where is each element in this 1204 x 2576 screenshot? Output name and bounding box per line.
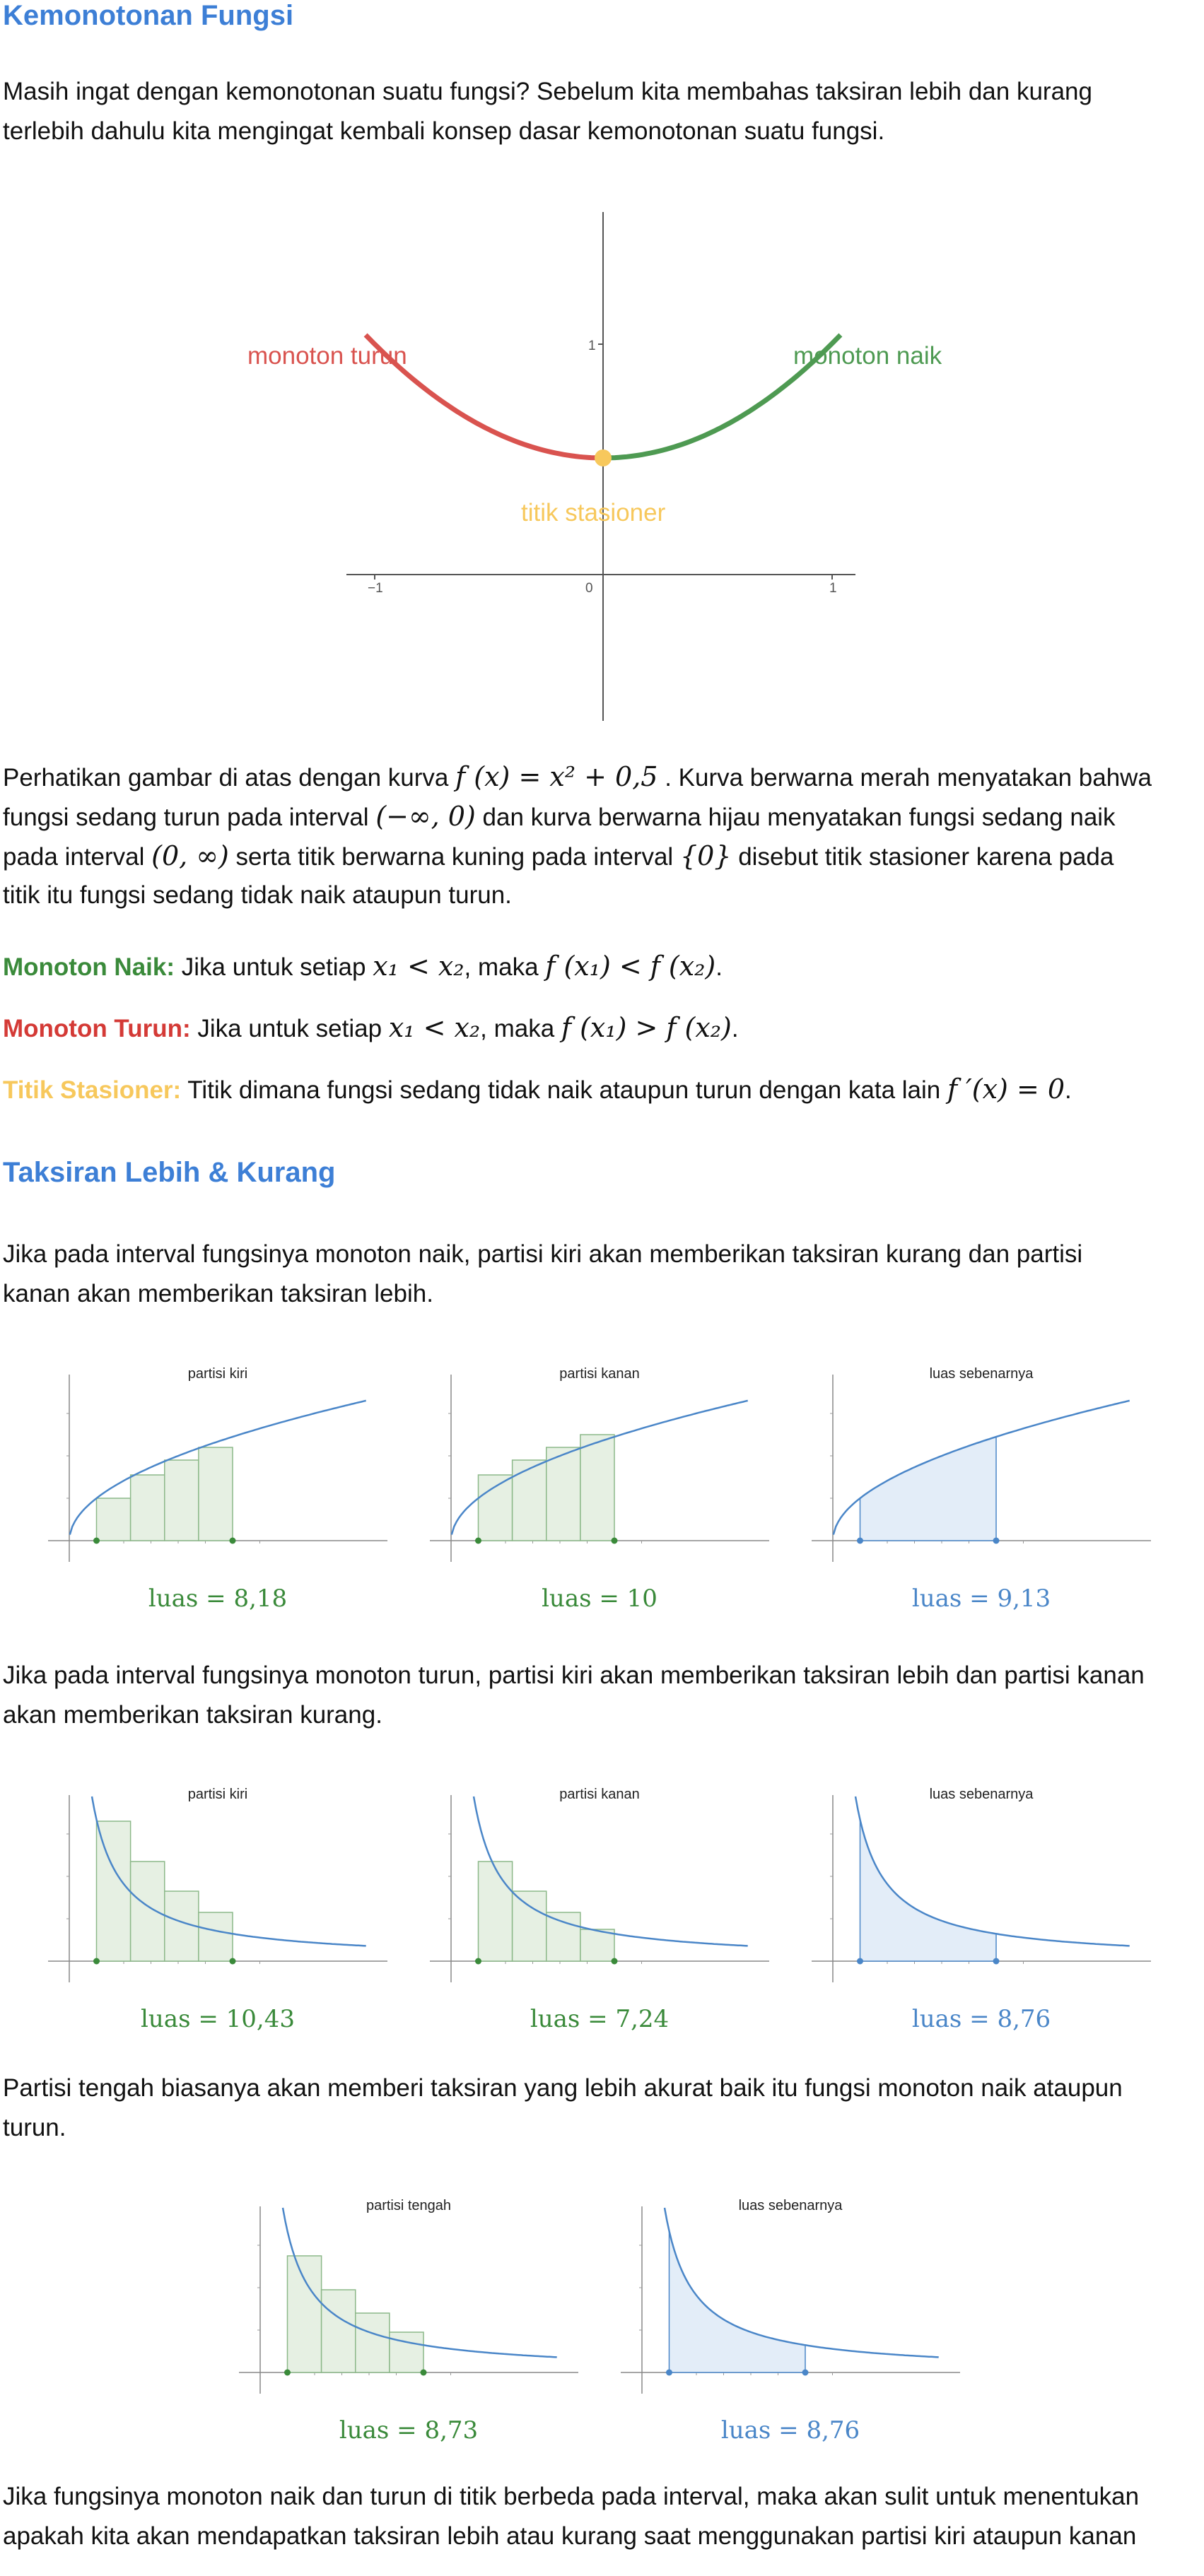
intro-line-1: Masih ingat dengan kemonotonan suatu fungsi? Sebelum kita membahas taksiran lebih dan kurang — [3, 78, 1092, 105]
partition-rect — [580, 1435, 614, 1541]
exact-area — [860, 1820, 997, 1961]
explanation-line-1: Perhatikan gambar di atas dengan kurva f (x) = x² + 0,5 . Kurva berwarna merah menyatakan bahwa — [3, 761, 1152, 792]
chart-row — [0, 1781, 1204, 2049]
chart-title: partisi kanan — [559, 1366, 640, 1382]
riemann-chart-0 — [41, 1360, 394, 1629]
section-title-estimates: Taksiran Lebih & Kurang — [3, 1157, 336, 1188]
partition-rect — [547, 1912, 580, 1961]
partition-rect — [547, 1447, 580, 1541]
interval-endpoint — [857, 1538, 863, 1544]
riemann-chart-1 — [423, 1360, 776, 1629]
partition-rect — [390, 2332, 423, 2372]
para1-line-1: Jika pada interval fungsinya monoton naik, partisi kiri akan memberikan taksiran kurang dan partisi — [3, 1240, 1083, 1268]
monotonic-function-figure — [233, 205, 942, 728]
interval-endpoint — [230, 1538, 236, 1544]
tick-x-0: 0 — [585, 581, 593, 596]
partition-rect — [513, 1891, 547, 1961]
para2-line-1: Jika pada interval fungsinya monoton turun, partisi kiri akan memberikan taksiran lebih dan partisi kanan — [3, 1662, 1145, 1689]
riemann-chart-6 — [232, 2192, 585, 2461]
explanation-line-4: titik itu fungsi sedang tidak naik ataupun turun. — [3, 881, 512, 909]
interval-endpoint — [284, 2370, 291, 2376]
explanation-line-3: pada interval (0, ∞) serta titik berwarna kuning pada interval {0} disebut titik stasioner karena pada — [3, 840, 1114, 871]
label-monoton-turun: Monoton Turun: — [3, 1015, 191, 1042]
tick-y-1: 1 — [588, 339, 596, 353]
partition-rect — [199, 1447, 233, 1541]
para3-line-2: turun. — [3, 2114, 66, 2141]
definition-decreasing: Monoton Turun: Jika untuk setiap x₁ < x₂, maka f (x₁) > f (x₂). — [3, 1012, 739, 1043]
label-increasing: monoton naik — [793, 342, 942, 370]
chart-title: luas sebenarnya — [738, 2198, 843, 2213]
area-value-label: luas = 9,13 — [911, 1584, 1051, 1613]
chart-row — [0, 2192, 1204, 2461]
interval-endpoint — [857, 1958, 863, 1965]
chart-title: luas sebenarnya — [929, 1366, 1034, 1382]
para3-line-1: Partisi tengah biasanya akan memberi taksiran yang lebih akurat baik itu fungsi monoton naik ataupun — [3, 2074, 1123, 2102]
riemann-chart-3 — [41, 1781, 394, 2049]
interval-endpoint — [93, 1958, 100, 1965]
area-value-label: luas = 8,18 — [148, 1584, 288, 1613]
chart-title: partisi tengah — [366, 2198, 452, 2213]
riemann-chart-4 — [423, 1781, 776, 2049]
chart-title: luas sebenarnya — [929, 1787, 1034, 1802]
chart-title: partisi kiri — [187, 1787, 248, 1802]
area-value-label: luas = 8,76 — [911, 2005, 1051, 2033]
partition-rect — [356, 2313, 390, 2372]
definition-increasing: Monoton Naik: Jika untuk setiap x₁ < x₂, maka f (x₁) < f (x₂). — [3, 951, 723, 982]
partition-rect — [322, 2290, 356, 2372]
partition-rect — [288, 2256, 322, 2372]
para4-line-2: apakah kita akan mendapatkan taksiran lebih atau kurang saat menggunakan partisi kiri ataupun kanan — [3, 2522, 1137, 2550]
area-value-label: luas = 10,43 — [141, 2005, 295, 2033]
label-monoton-naik: Monoton Naik: — [3, 953, 175, 981]
interval-endpoint — [802, 2370, 809, 2376]
exact-area — [670, 2231, 806, 2372]
exact-area — [860, 1437, 997, 1541]
function-formula: f (x) = x² + 0,5 — [455, 761, 658, 792]
partition-rect — [580, 1929, 614, 1961]
section-title-monotonicity: Kemonotonan Fungsi — [3, 0, 294, 31]
interval-endpoint — [612, 1958, 618, 1965]
para2-line-2: akan memberikan taksiran kurang. — [3, 1701, 382, 1729]
partition-rect — [97, 1821, 131, 1961]
area-value-label: luas = 8,73 — [339, 2416, 479, 2445]
riemann-chart-7 — [614, 2192, 967, 2461]
area-value-label: luas = 8,76 — [720, 2416, 860, 2445]
para4-line-1: Jika fungsinya monoton naik dan turun di titik berbeda pada interval, maka akan sulit untuk menentukan — [3, 2483, 1140, 2510]
chart-title: partisi kiri — [187, 1366, 248, 1382]
partition-rect — [131, 1862, 165, 1961]
chart-row — [0, 1360, 1204, 1629]
partition-rect — [479, 1862, 513, 1961]
riemann-chart-2 — [805, 1360, 1158, 1629]
partition-rect — [97, 1498, 131, 1541]
label-decreasing: monoton turun — [247, 342, 407, 370]
chart-title: partisi kanan — [559, 1787, 640, 1802]
area-value-label: luas = 10 — [542, 1584, 657, 1613]
riemann-chart-5 — [805, 1781, 1158, 2049]
partition-rect — [131, 1475, 165, 1541]
tick-x-1: 1 — [829, 581, 837, 596]
interval-endpoint — [612, 1538, 618, 1544]
interval-endpoint — [230, 1958, 236, 1965]
stationary-point — [595, 449, 612, 466]
interval-endpoint — [475, 1958, 481, 1965]
label-titik-stasioner: Titik Stasioner: — [3, 1076, 182, 1104]
para1-line-2: kanan akan memberikan taksiran lebih. — [3, 1280, 433, 1307]
explanation-line-2: fungsi sedang turun pada interval (−∞, 0) dan kurva berwarna hijau menyatakan fungsi sedang naik — [3, 801, 1116, 832]
interval-endpoint — [993, 1958, 1000, 1965]
definition-stationary: Titik Stasioner: Titik dimana fungsi sedang tidak naik ataupun turun dengan kata lain f ′(x) = 0. — [3, 1074, 1072, 1105]
interval-endpoint — [666, 2370, 672, 2376]
label-stationary: titik stasioner — [521, 499, 666, 527]
interval-endpoint — [475, 1538, 481, 1544]
interval-endpoint — [993, 1538, 1000, 1544]
intro-line-2: terlebih dahulu kita mengingat kembali konsep dasar kemonotonan suatu fungsi. — [3, 117, 885, 145]
partition-rect — [165, 1460, 199, 1541]
partition-rect — [199, 1912, 233, 1961]
area-value-label: luas = 7,24 — [530, 2005, 670, 2033]
interval-endpoint — [93, 1538, 100, 1544]
partition-rect — [479, 1475, 513, 1541]
interval-endpoint — [421, 2370, 427, 2376]
tick-x-minus1: −1 — [368, 581, 383, 596]
partition-rect — [513, 1460, 547, 1541]
